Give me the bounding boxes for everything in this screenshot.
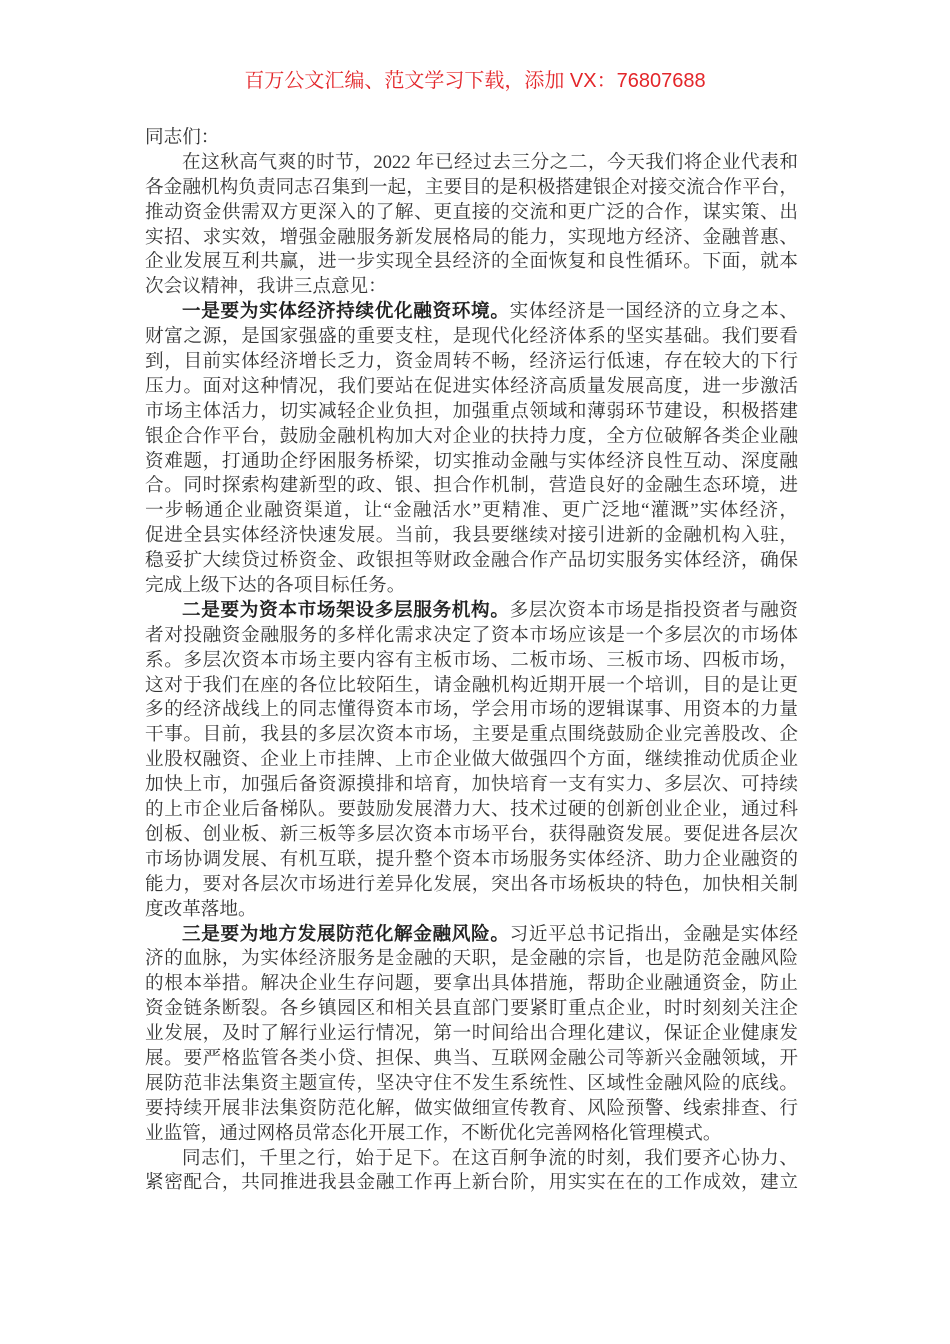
text-line <box>145 1097 798 1122</box>
text-line <box>145 674 798 699</box>
paragraph <box>145 1147 798 1197</box>
line-text: 在这秋高气爽的时节，2022 年已经过去三分之二，今天我们将企业代表和 <box>182 151 798 173</box>
line-text: 实招、求实效，增强金融服务新发展格局的能力，实现地方经济、金融普惠、 <box>145 226 798 248</box>
text-line <box>145 997 798 1022</box>
text-line <box>145 1147 798 1172</box>
text-line <box>145 848 798 873</box>
line-text: 的根本举措。解决企业生存问题，要拿出具体措施，帮助企业融通资金，防止 <box>145 973 798 995</box>
text-line <box>145 549 798 574</box>
line-text: 加快上市，加强后备资源摸排和培育，加快培育一支有实力、多层次、可持续 <box>145 774 798 796</box>
section-heading: 三是要为地方发展防范化解金融风险。 <box>182 923 510 945</box>
line-text: 业监管，通过网格员常态化开展工作，不断优化完善网格化管理模式。 <box>145 1122 722 1144</box>
text-line <box>145 1171 798 1196</box>
text-line <box>145 1022 798 1047</box>
line-text: 这对于我们在座的各位比较陌生，请金融机构近期开展一个培训，目的是让更 <box>145 674 798 696</box>
line-text: 者对投融资金融服务的多样化需求决定了资本市场应该是一个多层次的市场体 <box>145 624 798 646</box>
line-text: 干事。目前，我县的多层次资本市场，主要是重点围绕鼓励企业完善股改、企 <box>145 724 798 746</box>
text-line <box>145 972 798 997</box>
paragraph <box>145 151 798 300</box>
text-line <box>145 748 798 773</box>
text-line <box>145 873 798 898</box>
text-line <box>145 947 798 972</box>
line-text: 要持续开展非法集资防范化解，做实做细宣传教育、风险预警、线索排查、行 <box>145 1097 798 1119</box>
line-text: 市场协调发展、有机互联，提升整个资本市场服务实体经济、助力企业融资的 <box>145 848 798 870</box>
text-line <box>145 773 798 798</box>
line-text: 稳妥扩大续贷过桥资金、政银担等财政金融合作产品切实服务实体经济，确保 <box>145 550 798 572</box>
text-line <box>145 474 798 499</box>
line-text: 合。同时探索构建新型的政、银、担合作机制，营造良好的金融生态环境，进 <box>145 475 798 497</box>
text-line <box>145 325 798 350</box>
line-text: 能力，要对各层次市场进行差异化发展，突出各市场板块的特色，加快相关制 <box>145 873 798 895</box>
text-line <box>145 425 798 450</box>
watermark-banner: 百万公文汇编、范文学习下载，添加 VX：76807688 <box>244 70 706 92</box>
line-text: 到，目前实体经济增长乏力，资金周转不畅，经济运行低速，存在较大的下行 <box>145 351 798 373</box>
text-line <box>145 350 798 375</box>
line-text: 压力。面对这种情况，我们要站在促进实体经济高质量发展高度，进一步激活 <box>145 375 798 397</box>
line-text: 企业发展互利共赢，进一步实现全县经济的全面恢复和良性循环。下面，就本 <box>145 251 798 273</box>
section-heading: 一是要为实体经济持续优化融资环境。 <box>182 301 510 323</box>
text-line <box>145 1072 798 1097</box>
line-text: 财富之源，是国家强盛的重要支柱，是现代化经济体系的坚实基础。我们要看 <box>145 326 798 348</box>
line-text: 各金融机构负责同志召集到一起，主要目的是积极搭建银企对接交流合作平台， <box>145 176 798 198</box>
text-line <box>145 624 798 649</box>
text-line <box>145 201 798 226</box>
text-line <box>145 923 798 948</box>
line-text: 实体经济是一国经济的立身之本、 <box>509 301 798 323</box>
line-text: 一步畅通企业融资渠道，让“金融活水”更精准、更广泛地“灌溉”实体经济， <box>145 500 798 522</box>
text-line <box>145 1122 798 1147</box>
line-text: 资金链条断裂。各乡镇园区和相关县直部门要紧盯重点企业，时时刻刻关注企 <box>145 998 798 1020</box>
text-line <box>145 649 798 674</box>
text-line <box>145 275 798 300</box>
text-line <box>145 499 798 524</box>
line-text: 银企合作平台，鼓励金融机构加大对企业的扶持力度，全方位破解各类企业融 <box>145 425 798 447</box>
line-text: 资难题，打通助企纾困服务桥梁，切实推动金融与实体经济良性互动、深度融 <box>145 450 798 472</box>
line-text: 业发展，及时了解行业运行情况，第一时间给出合理化建议，保证企业健康发 <box>145 1023 798 1045</box>
text-line <box>145 300 798 325</box>
paragraph <box>145 599 798 923</box>
line-text: 完成上级下达的各项目标任务。 <box>145 575 406 597</box>
line-text: 习近平总书记指出，金融是实体经 <box>509 923 798 945</box>
text-line <box>145 723 798 748</box>
text-line <box>145 375 798 400</box>
text-line <box>145 574 798 599</box>
line-text: 同志们，千里之行，始于足下。在这百舸争流的时刻，我们要齐心协力、 <box>182 1147 798 1169</box>
line-text: 多的经济战线上的同志懂得资本市场，学会用市场的逻辑谋事、用资本的力量 <box>145 699 798 721</box>
text-line <box>145 599 798 624</box>
text-line <box>145 400 798 425</box>
text-line <box>145 1047 798 1072</box>
text-line <box>145 151 798 176</box>
document-body <box>145 126 798 1196</box>
line-text: 促进全县实体经济快速发展。当前，我县要继续对接引进新的金融机构入驻， <box>145 525 798 547</box>
text-line <box>145 250 798 275</box>
text-line <box>145 898 798 923</box>
text-line <box>145 176 798 201</box>
text-line <box>145 798 798 823</box>
section-heading: 二是要为资本市场架设多层服务机构。 <box>182 599 510 621</box>
line-text: 度改革落地。 <box>145 898 257 920</box>
line-text: 推动资金供需双方更深入的了解、更直接的交流和更广泛的合作，谋实策、出 <box>145 201 798 223</box>
text-line <box>145 450 798 475</box>
paragraphs <box>145 151 798 1196</box>
text-line <box>145 524 798 549</box>
paragraph <box>145 923 798 1147</box>
line-text: 业股权融资、企业上市挂牌、上市企业做大做强四个方面，继续推动优质企业 <box>145 749 798 771</box>
line-text: 济的血脉，为实体经济服务是金融的天职，是金融的宗旨，也是防范金融风险 <box>145 948 798 970</box>
line-text: 紧密配合，共同推进我县金融工作再上新台阶，用实实在在的工作成效，建立 <box>145 1172 798 1194</box>
line-text: 展。要严格监管各类小贷、担保、典当、互联网金融公司等新兴金融领域，开 <box>145 1047 798 1069</box>
line-text: 展防范非法集资主题宣传，坚决守住不发生系统性、区域性金融风险的底线。 <box>145 1072 798 1094</box>
text-line <box>145 823 798 848</box>
salutation: 同志们： <box>145 127 220 148</box>
line-text: 市场主体活力，切实减轻企业负担，加强重点领域和薄弱环节建设，积极搭建 <box>145 400 798 422</box>
line-text: 创板、创业板、新三板等多层次资本市场平台，获得融资发展。要促进各层次 <box>145 823 798 845</box>
text-line <box>145 226 798 251</box>
text-line <box>145 698 798 723</box>
line-text: 多层次资本市场是指投资者与融资 <box>509 599 798 621</box>
line-text: 的上市企业后备梯队。要鼓励发展潜力大、技术过硬的创新创业企业，通过科 <box>145 799 798 821</box>
line-text: 系。多层次资本市场主要内容有主板市场、二板市场、三板市场、四板市场， <box>145 649 798 671</box>
paragraph <box>145 300 798 599</box>
line-text: 次会议精神，我讲三点意见： <box>145 276 387 298</box>
